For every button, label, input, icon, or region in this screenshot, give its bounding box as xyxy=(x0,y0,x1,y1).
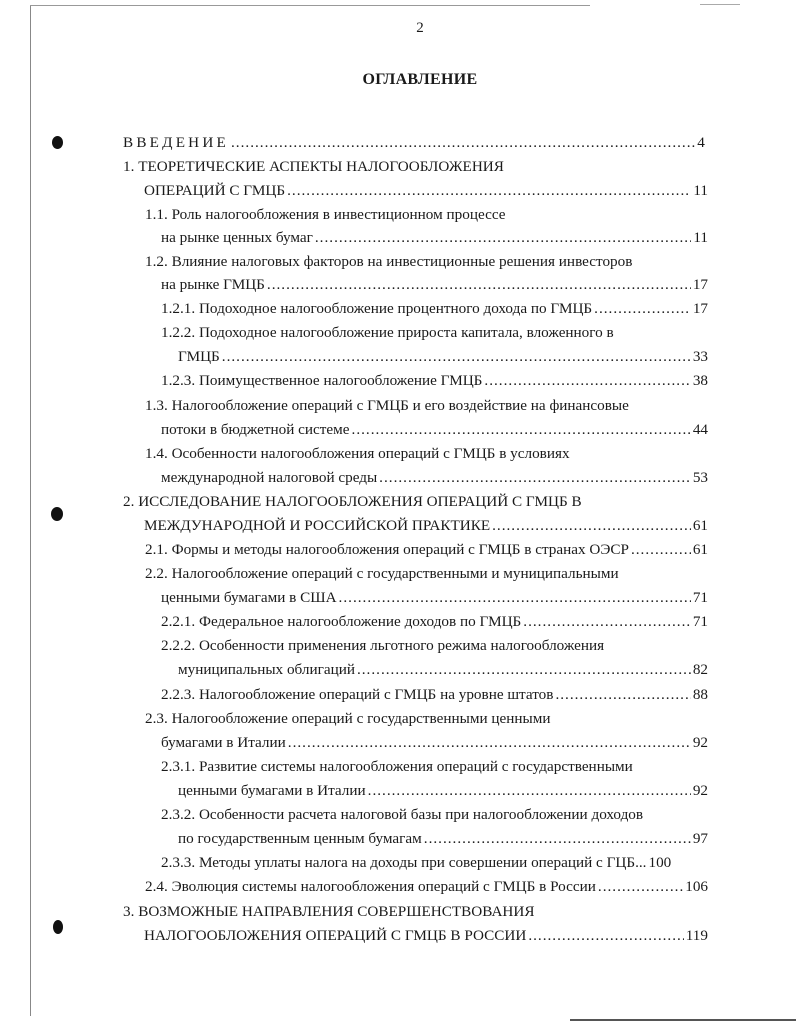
scan-edge-top xyxy=(30,5,590,6)
toc-entry-2-3[interactable]: бумагами в Италии ..... 92 xyxy=(161,733,708,753)
toc-entry-2-2-1[interactable]: 2.2.1. Федеральное налогообложение доходов по ГМЦБ ..... 71 xyxy=(161,612,708,632)
toc-entry-1-2-3[interactable]: 1.2.3. Поимущественное налогообложение ГМЦБ ..... 38 xyxy=(161,371,708,391)
toc-entry-1-4[interactable]: международной налоговой среды ..... 53 xyxy=(161,468,708,488)
toc-heading-2-2[interactable]: 2.2. Налогообложение операций с государственными и муниципальными xyxy=(145,565,619,582)
toc-heading-chapter-2[interactable]: 2. ИССЛЕДОВАНИЕ НАЛОГООБЛОЖЕНИЯ ОПЕРАЦИЙ С ГМЦБ В xyxy=(123,493,582,510)
toc-entry-2-3-1[interactable]: ценными бумагами в Италии ..... 92 xyxy=(178,781,708,801)
toc-heading-1-1[interactable]: 1.1. Роль налогообложения в инвестиционном процессе xyxy=(145,206,506,223)
page-number: 2 xyxy=(416,20,424,36)
toc-entry-2-1[interactable]: 2.1. Формы и методы налогообложения операций с ГМЦБ в странах ОЭСР ..... 61 xyxy=(145,540,708,560)
toc-entry-2-2-3[interactable]: 2.2.3. Налогообложение операций с ГМЦБ на уровне штатов ..... 88 xyxy=(161,685,708,705)
toc-heading-1-2-2[interactable]: 1.2.2. Подоходное налогообложение прироста капитала, вложенного в xyxy=(161,324,614,341)
toc-heading-2-2-2[interactable]: 2.2.2. Особенности применения льготного режима налогообложения xyxy=(161,637,605,654)
toc-entry-2-2[interactable]: ценными бумагами в США ..... 71 xyxy=(161,588,708,608)
scan-edge-top-right xyxy=(700,4,740,5)
punch-hole-top xyxy=(52,136,63,149)
toc-entry-introduction[interactable]: ВВЕДЕНИЕ ..... 4 xyxy=(123,133,708,153)
toc-entry-chapter-2[interactable]: МЕЖДУНАРОДНОЙ И РОССИЙСКОЙ ПРАКТИКЕ ..... 61 xyxy=(144,516,708,536)
toc-entry-2-3-2[interactable]: по государственным ценным бумагам ..... 97 xyxy=(178,829,708,849)
toc-heading-1-3[interactable]: 1.3. Налогообложение операций с ГМЦБ и его воздействие на финансовые xyxy=(145,397,629,414)
toc-title: ОГЛАВЛЕНИЕ xyxy=(362,71,478,88)
punch-hole-middle xyxy=(51,507,63,521)
toc-heading-1-4[interactable]: 1.4. Особенности налогообложения операций с ГМЦБ в условиях xyxy=(145,445,570,462)
toc-entry-1-1[interactable]: на рынке ценных бумаг ..... 11 xyxy=(161,228,708,248)
toc-heading-2-3-1[interactable]: 2.3.1. Развитие системы налогообложения операций с государственными xyxy=(161,758,633,775)
scan-edge-bottom xyxy=(570,1019,796,1021)
toc-entry-1-2[interactable]: на рынке ГМЦБ ..... 17 xyxy=(161,275,708,295)
scan-edge-left xyxy=(30,6,31,1016)
toc-entry-2-3-3[interactable]: 2.3.3. Методы уплаты налога на доходы при совершении операций с ГЦБ... 100 xyxy=(161,854,672,871)
toc-heading-chapter-1[interactable]: 1. ТЕОРЕТИЧЕСКИЕ АСПЕКТЫ НАЛОГООБЛОЖЕНИЯ xyxy=(123,158,504,175)
toc-entry-2-2-2[interactable]: муниципальных облигаций ..... 82 xyxy=(178,660,708,680)
toc-heading-2-3[interactable]: 2.3. Налогообложение операций с государственными ценными xyxy=(145,710,551,727)
toc-entry-chapter-3[interactable]: НАЛОГООБЛОЖЕНИЯ ОПЕРАЦИЙ С ГМЦБ В РОССИИ ..... 119 xyxy=(144,926,708,946)
toc-heading-1-2[interactable]: 1.2. Влияние налоговых факторов на инвестиционные решения инвесторов xyxy=(145,253,633,270)
toc-heading-chapter-3[interactable]: 3. ВОЗМОЖНЫЕ НАПРАВЛЕНИЯ СОВЕРШЕНСТВОВАНИЯ xyxy=(123,903,535,920)
toc-entry-2-4[interactable]: 2.4. Эволюция системы налогообложения операций с ГМЦБ в России ..... 106 xyxy=(145,877,708,897)
toc-entry-chapter-1[interactable]: ОПЕРАЦИЙ С ГМЦБ ..... 11 xyxy=(144,181,708,201)
toc-entry-1-2-1[interactable]: 1.2.1. Подоходное налогообложение процентного дохода по ГМЦБ ..... 17 xyxy=(161,299,708,319)
toc-heading-2-3-2[interactable]: 2.3.2. Особенности расчета налоговой базы при налогообложении доходов xyxy=(161,806,644,823)
toc-entry-1-3[interactable]: потоки в бюджетной системе ..... 44 xyxy=(161,420,708,440)
punch-hole-bottom xyxy=(53,920,63,934)
toc-entry-1-2-2[interactable]: ГМЦБ ..... 33 xyxy=(178,347,708,367)
